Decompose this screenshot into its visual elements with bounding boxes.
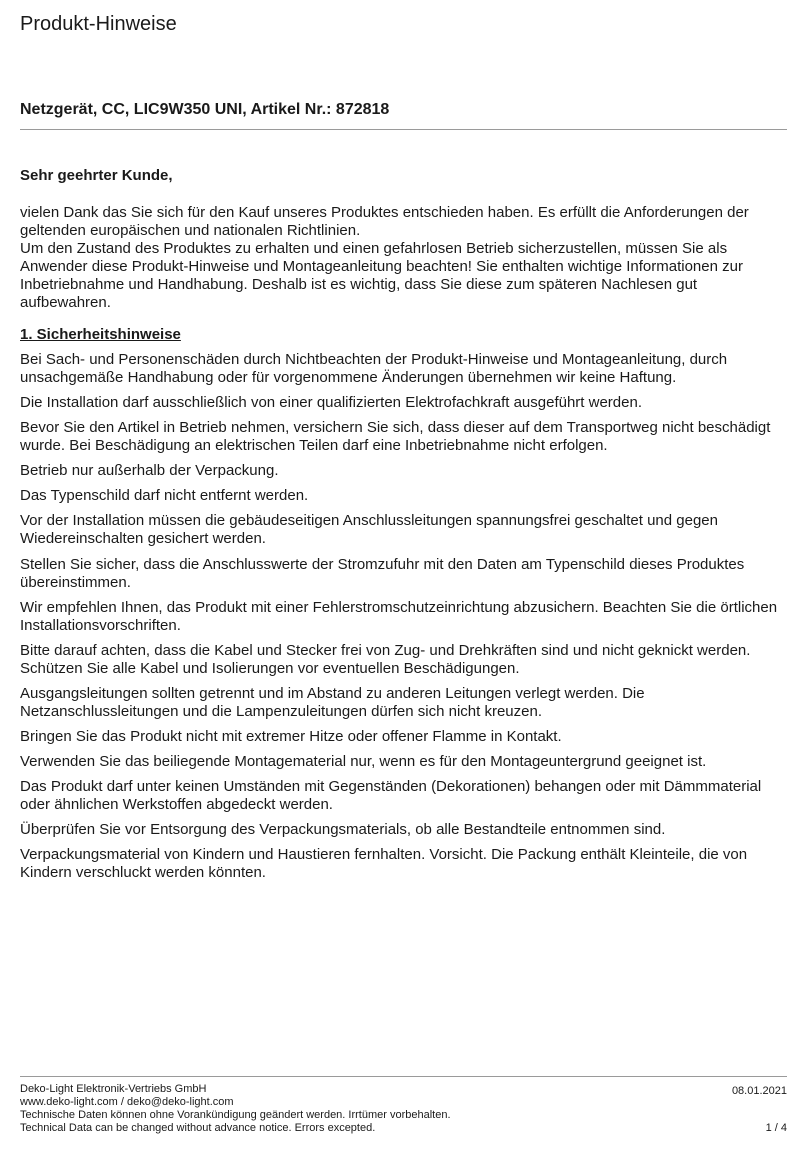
safety-note: Wir empfehlen Ihnen, das Produkt mit einer Fehlerstromschutzeinrichtung abzusichern. Beachten Sie die örtlichen Installationsvorschriften. <box>20 598 778 634</box>
intro-text <box>20 204 790 312</box>
safety-note: Verpackungsmaterial von Kindern und Haustieren fernhalten. Vorsicht. Die Packung enthält Kleinteile, die von Kindern verschluckt werden könnten. <box>20 846 748 882</box>
footer-disclaimer-en: Technical Data can be changed without advance notice. Errors excepted. <box>20 1122 376 1134</box>
safety-note: Das Produkt darf unter keinen Umständen mit Gegenständen (Dekorationen) behangen oder mit Dämmmaterial oder ähnlichen Werkstoffen abgedeckt werden. <box>20 778 762 814</box>
safety-notes-list <box>20 351 790 882</box>
page-number: 1 / 4 <box>765 1122 787 1134</box>
safety-note: Betrieb nur außerhalb der Verpackung. <box>20 462 279 480</box>
safety-note: Die Installation darf ausschließlich von einer qualifizierten Elektrofachkraft ausgeführt werden. <box>20 394 642 412</box>
footer-divider <box>20 1076 787 1077</box>
safety-note: Das Typenschild darf nicht entfernt werden. <box>20 487 309 505</box>
safety-note: Vor der Installation müssen die gebäudeseitigen Anschlussleitungen spannungsfrei geschaltet und gegen Wiedereinschalten gesichert werden. <box>20 512 718 548</box>
safety-note: Stellen Sie sicher, dass die Anschlusswerte der Stromzufuhr mit den Daten am Typenschild dieses Produktes übereinstimmen. <box>20 555 745 591</box>
intro-paragraph: vielen Dank das Sie sich für den Kauf unseres Produktes entschieden haben. Es erfüllt die Anforderungen der geltenden europäischen und nationalen Richtlinien. <box>20 204 749 239</box>
greeting: Sehr geehrter Kunde, <box>20 167 173 184</box>
footer-company: Deko-Light Elektronik-Vertriebs GmbH <box>20 1083 207 1095</box>
footer-disclaimer-de: Technische Daten können ohne Vorankündigung geändert werden. Irrtümer vorbehalten. <box>20 1109 451 1121</box>
safety-section <box>20 325 790 889</box>
footer-date: 08.01.2021 <box>731 1085 787 1097</box>
document-title: Produkt-Hinweise <box>20 13 177 35</box>
safety-note: Bevor Sie den Artikel in Betrieb nehmen, versichern Sie sich, dass dieser auf dem Transportweg nicht beschädigt wurde. Bei Beschädigung an elektrischen Teilen darf eine Inbetriebnahme nicht erfolgen. <box>20 419 771 455</box>
safety-note: Verwenden Sie das beiliegende Montagematerial nur, wenn es für den Montageuntergrund geeignet ist. <box>20 753 707 771</box>
safety-note: Ausgangsleitungen sollten getrennt und im Abstand zu anderen Leitungen verlegt werden. Die Netzanschlussleitungen und die Lampenzuleitungen dürfen sich nicht kreuzen. <box>20 684 645 720</box>
footer <box>20 1083 787 1135</box>
footer-contact: www.deko-light.com / deko@deko-light.com <box>20 1096 234 1108</box>
header-divider <box>20 129 787 130</box>
intro-paragraph: Um den Zustand des Produktes zu erhalten und einen gefahrlosen Betrieb sicherzustellen, müssen Sie als Anwender diese Produkt-Hinweise und Montageanleitung beachten! Sie enthalten wichtige Informationen zur Inbetriebnahme und Handhabung. Deshalb ist es wichtig, dass Sie diese zum späteren Nachlesen gut aufbewahren. <box>20 240 743 311</box>
safety-note: Bei Sach- und Personenschäden durch Nichtbeachten der Produkt-Hinweise und Montageanleitung, durch unsachgemäße Handhabung oder für vorgenommene Änderungen übernehmen wir keine Haftung. <box>20 351 728 386</box>
safety-note: Bitte darauf achten, dass die Kabel und Stecker frei von Zug- und Drehkräften sind und nicht geknickt werden. Schützen Sie alle Kabel und Isolierungen vor eventuellen Beschädigungen. <box>20 641 751 677</box>
safety-note: Überprüfen Sie vor Entsorgung des Verpackungsmaterials, ob alle Bestandteile entnommen sind. <box>20 821 666 839</box>
product-heading: Netzgerät, CC, LIC9W350 UNI, Artikel Nr.: 872818 <box>20 101 390 118</box>
section-title: 1. Sicherheitshinweise <box>20 326 181 343</box>
safety-note: Bringen Sie das Produkt nicht mit extremer Hitze oder offener Flamme in Kontakt. <box>20 727 562 745</box>
